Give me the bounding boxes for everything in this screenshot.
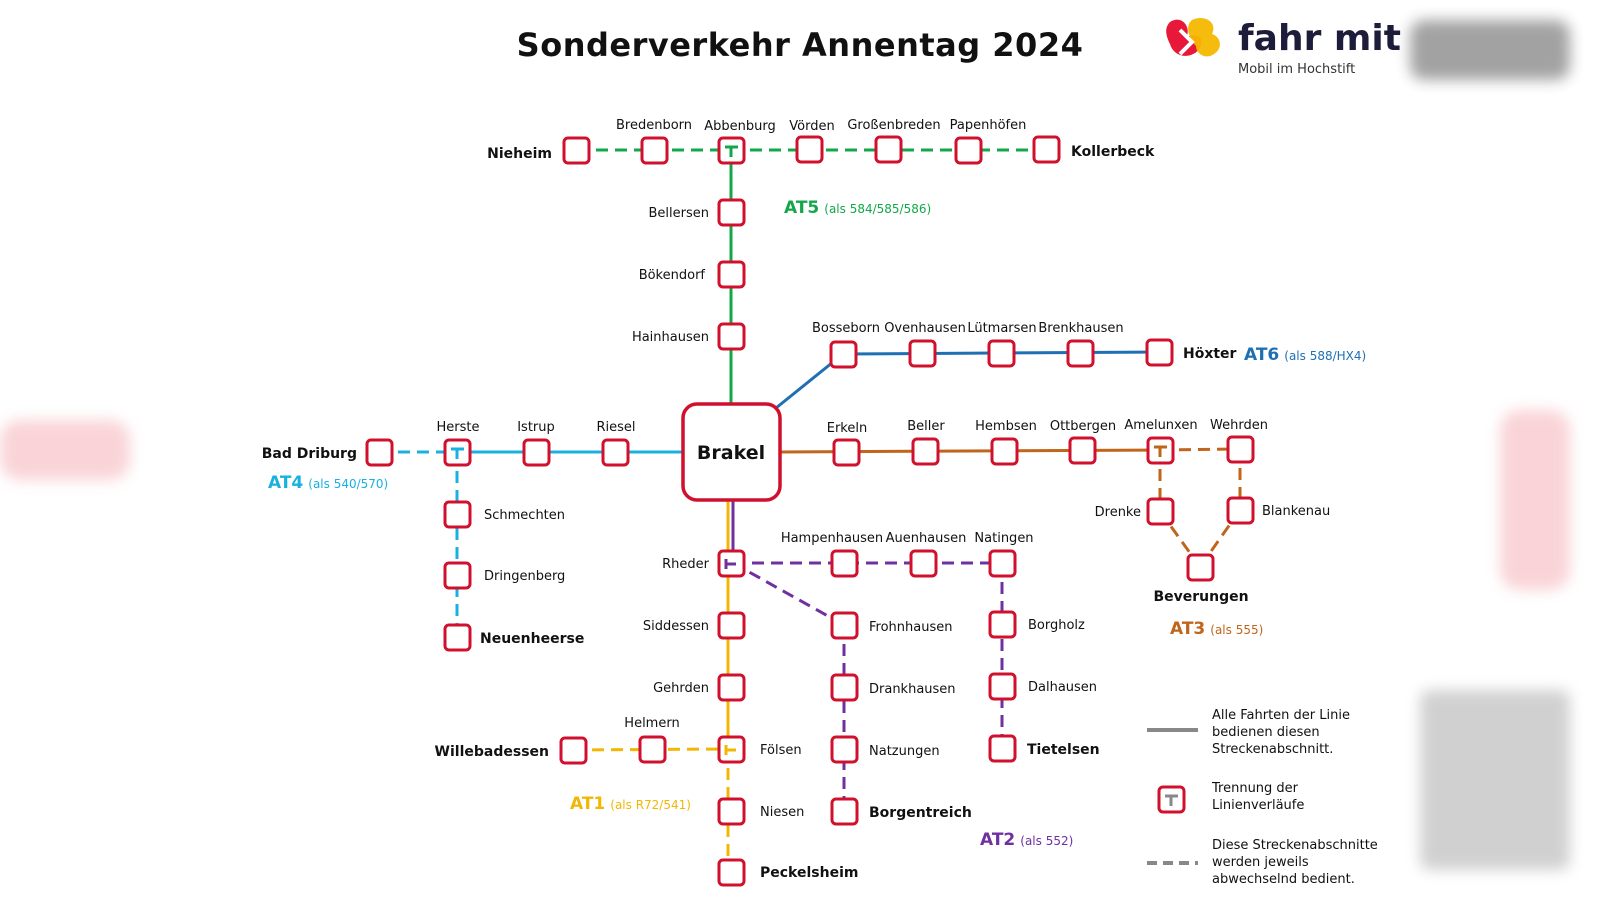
logo-tagline: Mobil im Hochstift: [1238, 62, 1356, 77]
label-papenhoefen: Papenhöfen: [949, 118, 1027, 133]
stop-papenhoefen[interactable]: [956, 138, 981, 163]
line-AT4: [379, 452, 683, 637]
stop-auenhausen[interactable]: [911, 551, 936, 576]
label-ottbergen: Ottbergen: [1049, 419, 1117, 434]
label-tietelsen: Tietelsen: [1027, 742, 1100, 758]
label-borgholz: Borgholz: [1028, 618, 1085, 633]
stop-grossenbreden[interactable]: [876, 137, 901, 162]
stop-schmechten[interactable]: [445, 502, 470, 527]
stop-luetmarsen[interactable]: [989, 341, 1014, 366]
stop-hainhausen[interactable]: [719, 324, 744, 349]
label-hoexter: Höxter: [1183, 346, 1237, 362]
stop-riesel[interactable]: [603, 440, 628, 465]
label-nieheim: Nieheim: [487, 146, 552, 162]
stop-bellersen[interactable]: [719, 200, 744, 225]
stop-beverungen[interactable]: [1188, 555, 1213, 580]
stop-istrup[interactable]: [524, 440, 549, 465]
stop-dringenberg[interactable]: [445, 563, 470, 588]
stop-bosseborn[interactable]: [831, 342, 856, 367]
label-natzungen: Natzungen: [869, 744, 940, 759]
stop-niesen[interactable]: [719, 799, 744, 824]
label-willebadessen: Willebadessen: [434, 744, 549, 760]
stop-voerden[interactable]: [797, 137, 822, 162]
label-dalhausen: Dalhausen: [1028, 680, 1098, 695]
label-voerden: Vörden: [789, 119, 835, 134]
label-riesel: Riesel: [596, 420, 636, 435]
label-auenhausen: Auenhausen: [885, 531, 967, 546]
label-grossenbreden: Großenbreden: [847, 118, 941, 133]
label-rheder: Rheder: [662, 557, 709, 572]
stop-drankhausen[interactable]: [832, 675, 857, 700]
stop-brenkhausen[interactable]: [1068, 341, 1093, 366]
legend-solid-text: Alle Fahrten der Linie bedienen diesen Streckenabschnitt.: [1212, 708, 1350, 757]
hub-brakel[interactable]: [683, 404, 780, 500]
label-siddessen: Siddessen: [642, 619, 709, 634]
line-label-AT3: AT3 (als 555): [1170, 619, 1264, 639]
label-bellersen: Bellersen: [648, 206, 709, 221]
hub-label: Brakel: [696, 442, 766, 464]
stop-dalhausen[interactable]: [990, 674, 1015, 699]
label-kollerbeck: Kollerbeck: [1071, 144, 1155, 160]
stop-ovenhausen[interactable]: [910, 341, 935, 366]
label-istrup: Istrup: [517, 420, 555, 435]
label-borgentreich: Borgentreich: [869, 805, 972, 821]
legend-dashed-text: Diese Streckenabschnitte werden jeweils abwechselnd bedient.: [1212, 838, 1378, 887]
label-herste: Herste: [436, 420, 480, 435]
legend-split-text: Trennung der Linienverläufe: [1212, 781, 1305, 813]
label-brenkhausen: Brenkhausen: [1038, 321, 1124, 336]
stop-beller[interactable]: [913, 439, 938, 464]
label-bosseborn: Bosseborn: [812, 321, 880, 336]
label-abbenburg: Abbenburg: [704, 119, 776, 134]
label-foelsen: Fölsen: [760, 743, 802, 758]
stop-wehrden[interactable]: [1228, 437, 1253, 462]
stop-kollerbeck[interactable]: [1034, 137, 1059, 162]
label-niesen: Niesen: [760, 805, 805, 820]
label-hainhausen: Hainhausen: [631, 330, 709, 345]
label-amelunxen: Amelunxen: [1124, 418, 1198, 433]
stop-helmern[interactable]: [640, 737, 665, 762]
stop-erkeln[interactable]: [834, 440, 859, 465]
stop-bad-driburg[interactable]: [367, 440, 392, 465]
stop-neuenheerse[interactable]: [445, 625, 470, 650]
label-drenke: Drenke: [1094, 505, 1141, 520]
logo-brand-text: fahr mit: [1238, 18, 1401, 59]
label-helmern: Helmern: [624, 716, 680, 731]
stop-hembsen[interactable]: [992, 439, 1017, 464]
legend: [1147, 708, 1382, 887]
label-erkeln: Erkeln: [826, 421, 868, 436]
label-wehrden: Wehrden: [1210, 418, 1268, 433]
label-hembsen: Hembsen: [975, 419, 1037, 434]
stop-nieheim[interactable]: [564, 138, 589, 163]
page-title: Sonderverkehr Annentag 2024: [516, 26, 1084, 64]
stop-natzungen[interactable]: [832, 737, 857, 762]
stop-borgholz[interactable]: [990, 612, 1015, 637]
label-beverungen: Beverungen: [1153, 589, 1249, 605]
label-peckelsheim: Peckelsheim: [760, 865, 859, 881]
stop-bredenborn[interactable]: [642, 138, 667, 163]
stop-tietelsen[interactable]: [990, 736, 1015, 761]
stop-natingen[interactable]: [990, 551, 1015, 576]
stop-hampenhausen[interactable]: [832, 551, 857, 576]
label-gehrden: Gehrden: [653, 681, 709, 696]
line-AT2: [733, 500, 1002, 811]
line-label-AT1: AT1 (als R72/541): [570, 794, 691, 814]
stop-hoexter[interactable]: [1147, 340, 1172, 365]
stop-frohnhausen[interactable]: [832, 613, 857, 638]
label-neuenheerse: Neuenheerse: [480, 631, 585, 647]
label-natingen: Natingen: [974, 531, 1034, 546]
label-schmechten: Schmechten: [484, 508, 566, 523]
line-label-AT4: AT4 (als 540/570): [268, 473, 389, 493]
stop-willebadessen[interactable]: [561, 738, 586, 763]
label-frohnhausen: Frohnhausen: [869, 620, 953, 635]
stop-boekendorf[interactable]: [719, 262, 744, 287]
line-label-AT6: AT6 (als 588/HX4): [1244, 345, 1367, 365]
line-label-AT5: AT5 (als 584/585/586): [784, 198, 932, 218]
label-hampenhausen: Hampenhausen: [780, 531, 884, 546]
stop-drenke[interactable]: [1148, 499, 1173, 524]
line-label-AT2: AT2 (als 552): [980, 830, 1074, 850]
stop-borgentreich[interactable]: [832, 799, 857, 824]
label-bad-driburg: Bad Driburg: [261, 446, 357, 462]
stop-peckelsheim[interactable]: [719, 860, 744, 885]
label-blankenau: Blankenau: [1262, 504, 1331, 519]
label-bredenborn: Bredenborn: [615, 118, 693, 133]
stop-ottbergen[interactable]: [1070, 438, 1095, 463]
label-luetmarsen: Lütmarsen: [967, 321, 1037, 336]
stop-siddessen[interactable]: [719, 613, 744, 638]
stop-blankenau[interactable]: [1228, 498, 1253, 523]
label-beller: Beller: [907, 419, 945, 434]
label-drankhausen: Drankhausen: [869, 682, 956, 697]
label-boekendorf: Bökendorf: [638, 268, 705, 283]
label-ovenhausen: Ovenhausen: [884, 321, 966, 336]
label-dringenberg: Dringenberg: [484, 569, 566, 584]
stop-gehrden[interactable]: [719, 675, 744, 700]
